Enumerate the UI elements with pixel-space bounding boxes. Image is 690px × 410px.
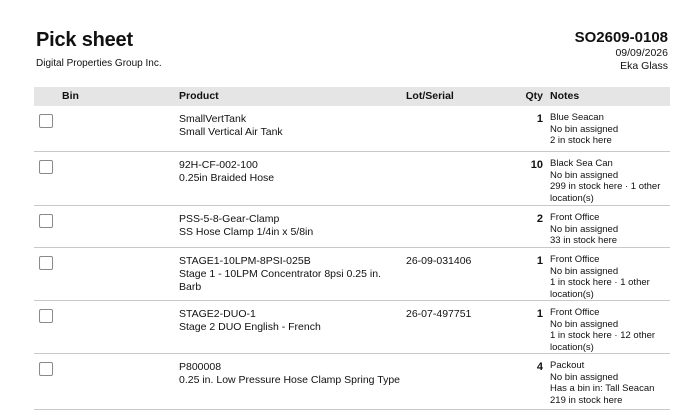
customer-name: Eka Glass — [620, 59, 668, 72]
company-name: Digital Properties Group Inc. — [36, 58, 162, 69]
column-header-product: Product — [179, 90, 219, 102]
product-sku: 92H-CF-002-100 — [179, 159, 258, 171]
product-name: Small Vertical Air Tank — [179, 126, 283, 138]
product-name: 0.25in Braided Hose — [179, 172, 275, 184]
product-sku: P800008 — [179, 361, 222, 373]
product-cell — [179, 159, 404, 185]
product-cell — [179, 255, 404, 294]
notes-cell — [550, 158, 666, 204]
quantity: 2 — [536, 213, 543, 225]
product-cell — [179, 308, 404, 334]
table-header — [34, 87, 670, 106]
quantity: 1 — [536, 308, 543, 320]
note-line: 299 in stock here · 1 other location(s) — [550, 181, 661, 204]
quantity: 1 — [536, 255, 543, 267]
column-header-notes: Notes — [550, 90, 580, 102]
pick-checkbox[interactable] — [39, 214, 53, 228]
pick-checkbox[interactable] — [39, 160, 53, 174]
note-line: No bin assigned — [550, 223, 619, 235]
product-sku: SmallVertTank — [179, 113, 247, 125]
note-line: No bin assigned — [550, 371, 619, 383]
order-number: SO2609-0108 — [574, 29, 668, 46]
pick-table — [34, 87, 670, 410]
notes-cell — [550, 360, 666, 406]
note-line: Front Office — [550, 307, 600, 318]
product-sku: STAGE2-DUO-1 — [179, 308, 256, 320]
note-line: Black Sea Can — [550, 158, 613, 169]
table-row — [34, 248, 670, 301]
note-line: Blue Seacan — [550, 112, 604, 123]
pick-checkbox[interactable] — [39, 309, 53, 323]
table-row — [34, 301, 670, 354]
note-line: 1 in stock here · 12 other location(s) — [550, 330, 656, 353]
table-row — [34, 106, 670, 152]
product-sku: PSS-5-8-Gear-Clamp — [179, 213, 280, 225]
order-info — [575, 29, 668, 72]
note-line: Front Office — [550, 254, 600, 265]
note-line: 33 in stock here — [550, 235, 618, 246]
note-line: 1 in stock here · 1 other location(s) — [550, 277, 650, 300]
product-name: 0.25 in. Low Pressure Hose Clamp Spring Type — [179, 374, 401, 386]
notes-cell — [550, 307, 666, 353]
notes-cell — [550, 212, 666, 247]
note-line: 219 in stock here — [550, 394, 623, 406]
note-line: 2 in stock here — [550, 135, 612, 146]
note-line: No bin assigned — [550, 169, 619, 181]
product-name: Stage 2 DUO English - French — [179, 321, 321, 333]
product-cell — [179, 213, 404, 239]
note-line: Front Office — [550, 212, 600, 223]
quantity: 1 — [536, 113, 543, 125]
table-row — [34, 206, 670, 248]
note-line: No bin assigned — [550, 265, 619, 277]
note-line: No bin assigned — [550, 318, 619, 330]
column-header-qty: Qty — [525, 90, 543, 102]
page-title: Pick sheet — [36, 29, 133, 51]
pick-checkbox[interactable] — [39, 256, 53, 270]
pick-checkbox[interactable] — [39, 114, 53, 128]
lot-serial: 26-09-031406 — [406, 255, 472, 267]
notes-cell — [550, 254, 666, 300]
product-cell — [179, 361, 404, 387]
product-cell — [179, 113, 404, 139]
note-line: No bin assigned — [550, 123, 619, 135]
quantity: 10 — [530, 159, 543, 171]
quantity: 4 — [536, 361, 543, 373]
column-header-bin: Bin — [62, 90, 79, 102]
table-row — [34, 354, 670, 410]
product-sku: STAGE1-10LPM-8PSI-025B — [179, 255, 311, 267]
column-header-lot: Lot/Serial — [406, 90, 454, 102]
lot-serial: 26-07-497751 — [406, 308, 472, 320]
notes-cell — [550, 112, 666, 147]
table-row — [34, 152, 670, 206]
note-line: Has a bin in: Tall Seacan — [550, 383, 655, 394]
pick-checkbox[interactable] — [39, 362, 53, 376]
order-date: 09/09/2026 — [615, 47, 668, 59]
product-name: Stage 1 - 10LPM Concentrator 8psi 0.25 in. Barb — [179, 268, 381, 293]
product-name: SS Hose Clamp 1/4in x 5/8in — [179, 226, 314, 238]
note-line: Packout — [550, 360, 585, 371]
